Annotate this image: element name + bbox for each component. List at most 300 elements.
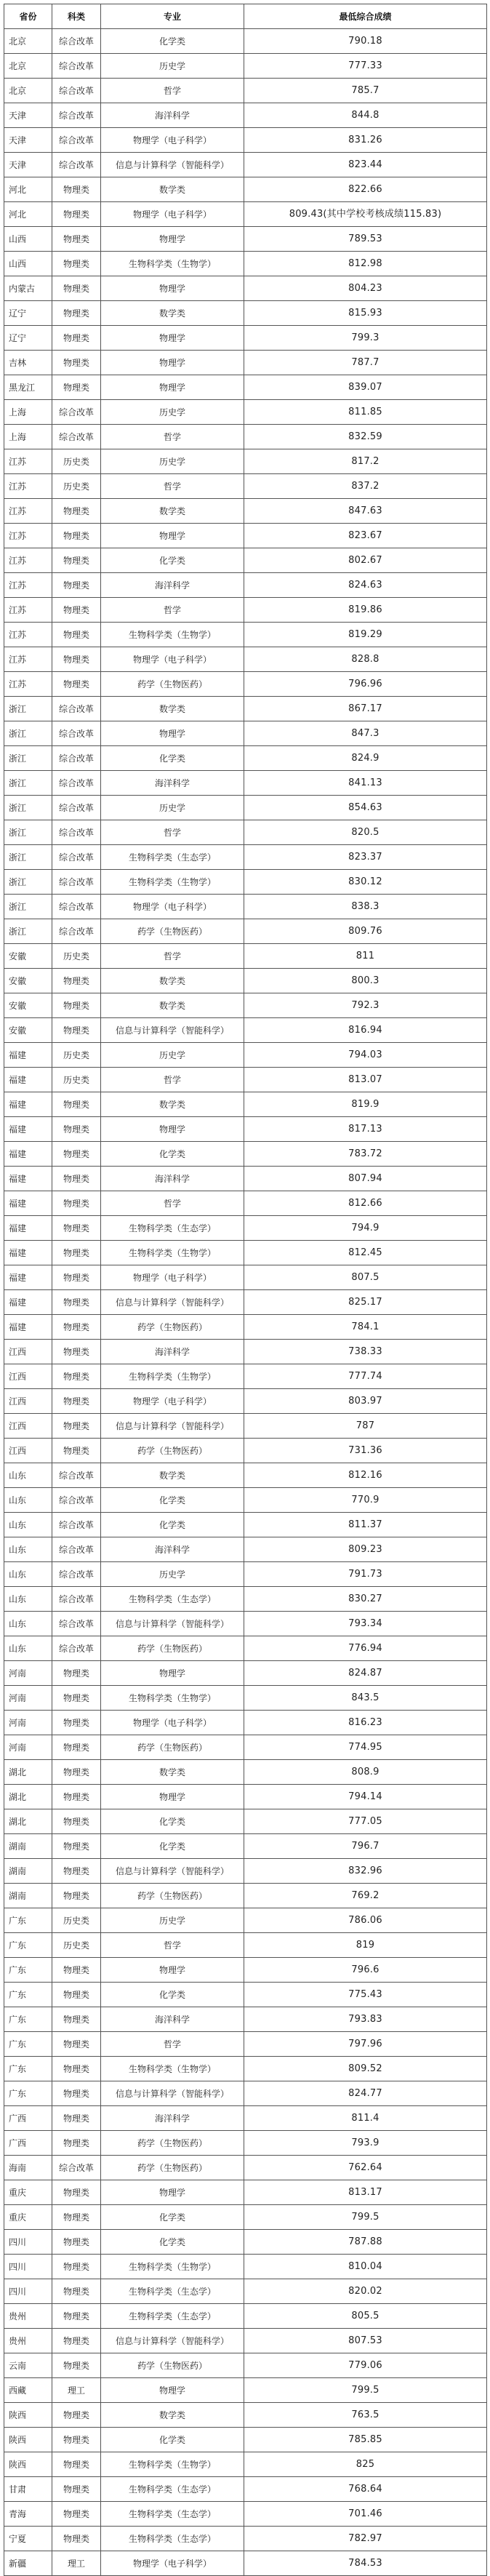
category-cell: 历史类 <box>52 1068 101 1092</box>
table-row <box>4 944 487 969</box>
table-row <box>4 1958 487 1983</box>
table-row <box>4 29 487 54</box>
score-cell: 820.5 <box>244 820 487 845</box>
table-row <box>4 2527 487 2551</box>
major-cell: 生物科学类（生物学） <box>101 2255 244 2279</box>
category-cell: 物理类 <box>52 1389 101 1414</box>
category-cell: 综合改革 <box>52 128 101 153</box>
province-cell: 黑龙江 <box>4 375 52 400</box>
table-row <box>4 1735 487 1760</box>
score-cell: 824.87 <box>244 1661 487 1686</box>
major-cell: 历史学 <box>101 400 244 425</box>
province-cell: 山西 <box>4 227 52 252</box>
major-cell: 生物科学类（生物学） <box>101 2057 244 2081</box>
score-cell: 786.06 <box>244 1908 487 1933</box>
province-cell: 重庆 <box>4 2205 52 2230</box>
province-cell: 河南 <box>4 1686 52 1711</box>
major-cell: 物理学 <box>101 276 244 301</box>
category-cell: 物理类 <box>52 227 101 252</box>
table-row <box>4 2180 487 2205</box>
major-cell: 物理学（电子科学） <box>101 2551 244 2576</box>
province-cell: 西藏 <box>4 2378 52 2403</box>
category-cell: 物理类 <box>52 993 101 1018</box>
score-cell: 797.96 <box>244 2032 487 2057</box>
score-cell: 831.26 <box>244 128 487 153</box>
table-row <box>4 2007 487 2032</box>
major-cell: 哲学 <box>101 2032 244 2057</box>
table-row <box>4 2156 487 2180</box>
province-cell: 江苏 <box>4 672 52 697</box>
category-cell: 历史类 <box>52 1908 101 1933</box>
category-cell: 物理类 <box>52 1958 101 1983</box>
category-cell: 物理类 <box>52 1142 101 1167</box>
score-cell: 731.36 <box>244 1439 487 1463</box>
major-cell: 生物科学类（生态学） <box>101 845 244 870</box>
table-row <box>4 1809 487 1834</box>
header-category: 科类 <box>52 4 101 29</box>
province-cell: 江苏 <box>4 548 52 573</box>
category-cell: 综合改革 <box>52 1612 101 1636</box>
score-cell: 812.16 <box>244 1463 487 1488</box>
score-cell: 776.94 <box>244 1636 487 1661</box>
score-cell: 819.9 <box>244 1092 487 1117</box>
table-row <box>4 2255 487 2279</box>
major-cell: 信息与计算科学（智能科学） <box>101 1859 244 1884</box>
table-row <box>4 474 487 499</box>
province-cell: 四川 <box>4 2279 52 2304</box>
major-cell: 物理学 <box>101 524 244 548</box>
category-cell: 物理类 <box>52 1167 101 1191</box>
table-header-row <box>4 4 487 29</box>
major-cell: 哲学 <box>101 474 244 499</box>
province-cell: 山东 <box>4 1537 52 1562</box>
table-row <box>4 2353 487 2378</box>
table-row <box>4 1463 487 1488</box>
major-cell: 数学类 <box>101 1463 244 1488</box>
score-cell: 847.63 <box>244 499 487 524</box>
category-cell: 综合改革 <box>52 870 101 895</box>
score-cell: 787 <box>244 1414 487 1439</box>
table-row <box>4 573 487 598</box>
province-cell: 浙江 <box>4 746 52 771</box>
province-cell: 广东 <box>4 2032 52 2057</box>
major-cell: 物理学（电子科学） <box>101 1389 244 1414</box>
table-row <box>4 1043 487 1068</box>
province-cell: 陕西 <box>4 2428 52 2452</box>
score-cell: 802.67 <box>244 548 487 573</box>
major-cell: 哲学 <box>101 944 244 969</box>
score-cell: 807.94 <box>244 1167 487 1191</box>
header-min-score: 最低综合成绩 <box>244 4 487 29</box>
major-cell: 信息与计算科学（智能科学） <box>101 1018 244 1043</box>
category-cell: 物理类 <box>52 1439 101 1463</box>
province-cell: 江西 <box>4 1340 52 1364</box>
major-cell: 生物科学类（生态学） <box>101 2502 244 2527</box>
header-province: 省份 <box>4 4 52 29</box>
province-cell: 湖北 <box>4 1785 52 1809</box>
province-cell: 新疆 <box>4 2551 52 2576</box>
category-cell: 物理类 <box>52 1711 101 1735</box>
table-row <box>4 301 487 326</box>
category-cell: 历史类 <box>52 449 101 474</box>
score-cell: 823.44 <box>244 153 487 177</box>
major-cell: 历史学 <box>101 449 244 474</box>
table-row <box>4 647 487 672</box>
score-cell: 867.17 <box>244 697 487 721</box>
category-cell: 物理类 <box>52 2452 101 2477</box>
score-cell: 787.7 <box>244 351 487 375</box>
score-cell: 738.33 <box>244 1340 487 1364</box>
score-cell: 768.64 <box>244 2477 487 2502</box>
score-cell: 809.43(其中学校考核成绩115.83) <box>244 202 487 227</box>
province-cell: 天津 <box>4 128 52 153</box>
table-row <box>4 1562 487 1587</box>
major-cell: 物理学 <box>101 1661 244 1686</box>
score-cell: 839.07 <box>244 375 487 400</box>
major-cell: 物理学 <box>101 2378 244 2403</box>
major-cell: 物理学（电子科学） <box>101 202 244 227</box>
score-cell: 782.97 <box>244 2527 487 2551</box>
category-cell: 理工 <box>52 2551 101 2576</box>
province-cell: 安徽 <box>4 1018 52 1043</box>
table-row <box>4 1785 487 1809</box>
major-cell: 化学类 <box>101 1983 244 2007</box>
score-cell: 810.04 <box>244 2255 487 2279</box>
score-cell: 824.77 <box>244 2081 487 2106</box>
score-cell: 844.8 <box>244 103 487 128</box>
category-cell: 物理类 <box>52 1191 101 1216</box>
major-cell: 生物科学类（生物学） <box>101 623 244 647</box>
score-cell: 854.63 <box>244 796 487 820</box>
province-cell: 山东 <box>4 1562 52 1587</box>
province-cell: 福建 <box>4 1092 52 1117</box>
score-cell: 824.9 <box>244 746 487 771</box>
table-row <box>4 548 487 573</box>
province-cell: 河南 <box>4 1711 52 1735</box>
table-row <box>4 1612 487 1636</box>
score-cell: 800.3 <box>244 969 487 993</box>
table-row <box>4 598 487 623</box>
table-row <box>4 1290 487 1315</box>
category-cell: 物理类 <box>52 2081 101 2106</box>
table-row <box>4 351 487 375</box>
table-row <box>4 697 487 721</box>
province-cell: 广东 <box>4 2007 52 2032</box>
major-cell: 历史学 <box>101 1908 244 1933</box>
category-cell: 历史类 <box>52 1043 101 1068</box>
category-cell: 物理类 <box>52 1983 101 2007</box>
major-cell: 海洋科学 <box>101 573 244 598</box>
province-cell: 安徽 <box>4 969 52 993</box>
table-row <box>4 1439 487 1463</box>
score-cell: 799.3 <box>244 326 487 351</box>
category-cell: 物理类 <box>52 969 101 993</box>
table-row <box>4 1389 487 1414</box>
major-cell: 数学类 <box>101 301 244 326</box>
table-row <box>4 2279 487 2304</box>
score-cell: 830.12 <box>244 870 487 895</box>
province-cell: 福建 <box>4 1265 52 1290</box>
score-cell: 822.66 <box>244 177 487 202</box>
category-cell: 物理类 <box>52 2032 101 2057</box>
score-cell: 811.85 <box>244 400 487 425</box>
major-cell: 海洋科学 <box>101 1167 244 1191</box>
category-cell: 物理类 <box>52 2007 101 2032</box>
table-row <box>4 2205 487 2230</box>
major-cell: 药学（生物医药） <box>101 1735 244 1760</box>
province-cell: 广东 <box>4 2081 52 2106</box>
table-row <box>4 820 487 845</box>
score-cell: 777.74 <box>244 1364 487 1389</box>
province-cell: 江苏 <box>4 623 52 647</box>
score-cell: 847.3 <box>244 721 487 746</box>
score-cell: 794.14 <box>244 1785 487 1809</box>
category-cell: 综合改革 <box>52 2156 101 2180</box>
table-row <box>4 54 487 79</box>
province-cell: 山东 <box>4 1463 52 1488</box>
category-cell: 理工 <box>52 2378 101 2403</box>
score-cell: 809.52 <box>244 2057 487 2081</box>
province-cell: 湖南 <box>4 1884 52 1908</box>
major-cell: 化学类 <box>101 1488 244 1513</box>
table-row <box>4 672 487 697</box>
major-cell: 生物科学类（生物学） <box>101 1241 244 1265</box>
score-cell: 823.37 <box>244 845 487 870</box>
category-cell: 综合改革 <box>52 1587 101 1612</box>
score-cell: 811.4 <box>244 2106 487 2131</box>
score-cell: 793.83 <box>244 2007 487 2032</box>
score-cell: 779.06 <box>244 2353 487 2378</box>
major-cell: 化学类 <box>101 2428 244 2452</box>
category-cell: 物理类 <box>52 672 101 697</box>
major-cell: 数学类 <box>101 499 244 524</box>
table-row <box>4 1661 487 1686</box>
table-row <box>4 2329 487 2353</box>
score-cell: 811 <box>244 944 487 969</box>
category-cell: 物理类 <box>52 2502 101 2527</box>
table-row <box>4 1983 487 2007</box>
major-cell: 化学类 <box>101 29 244 54</box>
province-cell: 江苏 <box>4 474 52 499</box>
province-cell: 青海 <box>4 2502 52 2527</box>
category-cell: 综合改革 <box>52 746 101 771</box>
province-cell: 浙江 <box>4 796 52 820</box>
major-cell: 生物科学类（生物学） <box>101 2452 244 2477</box>
major-cell: 数学类 <box>101 993 244 1018</box>
major-cell: 药学（生物医药） <box>101 2156 244 2180</box>
category-cell: 综合改革 <box>52 721 101 746</box>
score-cell: 775.43 <box>244 1983 487 2007</box>
table-row <box>4 1265 487 1290</box>
table-row <box>4 1241 487 1265</box>
table-row <box>4 895 487 919</box>
major-cell: 生物科学类（生态学） <box>101 2304 244 2329</box>
major-cell: 历史学 <box>101 1562 244 1587</box>
province-cell: 广东 <box>4 1983 52 2007</box>
major-cell: 物理学（电子科学） <box>101 128 244 153</box>
category-cell: 物理类 <box>52 2180 101 2205</box>
major-cell: 化学类 <box>101 2205 244 2230</box>
province-cell: 贵州 <box>4 2329 52 2353</box>
province-cell: 上海 <box>4 400 52 425</box>
major-cell: 物理学（电子科学） <box>101 895 244 919</box>
major-cell: 海洋科学 <box>101 1537 244 1562</box>
category-cell: 物理类 <box>52 1686 101 1711</box>
table-row <box>4 1488 487 1513</box>
province-cell: 陕西 <box>4 2403 52 2428</box>
category-cell: 物理类 <box>52 1265 101 1290</box>
table-row <box>4 375 487 400</box>
table-row <box>4 1068 487 1092</box>
major-cell: 历史学 <box>101 1043 244 1068</box>
score-cell: 838.3 <box>244 895 487 919</box>
category-cell: 物理类 <box>52 524 101 548</box>
province-cell: 吉林 <box>4 351 52 375</box>
province-cell: 天津 <box>4 103 52 128</box>
province-cell: 北京 <box>4 54 52 79</box>
major-cell: 哲学 <box>101 425 244 449</box>
province-cell: 山东 <box>4 1612 52 1636</box>
category-cell: 物理类 <box>52 2106 101 2131</box>
category-cell: 物理类 <box>52 573 101 598</box>
category-cell: 物理类 <box>52 2477 101 2502</box>
score-cell: 793.34 <box>244 1612 487 1636</box>
score-cell: 794.9 <box>244 1216 487 1241</box>
major-cell: 信息与计算科学（智能科学） <box>101 1414 244 1439</box>
province-cell: 福建 <box>4 1241 52 1265</box>
score-cell: 820.02 <box>244 2279 487 2304</box>
major-cell: 哲学 <box>101 1191 244 1216</box>
major-cell: 物理学 <box>101 1958 244 1983</box>
category-cell: 物理类 <box>52 2230 101 2255</box>
category-cell: 历史类 <box>52 474 101 499</box>
major-cell: 信息与计算科学（智能科学） <box>101 1290 244 1315</box>
major-cell: 化学类 <box>101 1809 244 1834</box>
category-cell: 物理类 <box>52 1760 101 1785</box>
table-row <box>4 449 487 474</box>
table-row <box>4 919 487 944</box>
province-cell: 湖北 <box>4 1809 52 1834</box>
major-cell: 哲学 <box>101 598 244 623</box>
table-row <box>4 177 487 202</box>
province-cell: 四川 <box>4 2255 52 2279</box>
score-cell: 796.6 <box>244 1958 487 1983</box>
major-cell: 药学（生物医药） <box>101 1884 244 1908</box>
table-row <box>4 1142 487 1167</box>
province-cell: 江西 <box>4 1364 52 1389</box>
score-cell: 799.5 <box>244 2378 487 2403</box>
province-cell: 河南 <box>4 1661 52 1686</box>
major-cell: 生物科学类（生态学） <box>101 2527 244 2551</box>
province-cell: 云南 <box>4 2353 52 2378</box>
score-cell: 770.9 <box>244 1488 487 1513</box>
score-cell: 812.98 <box>244 252 487 276</box>
province-cell: 陕西 <box>4 2452 52 2477</box>
category-cell: 综合改革 <box>52 1513 101 1537</box>
major-cell: 药学（生物医药） <box>101 672 244 697</box>
category-cell: 物理类 <box>52 2255 101 2279</box>
score-cell: 809.23 <box>244 1537 487 1562</box>
major-cell: 数学类 <box>101 1760 244 1785</box>
province-cell: 山东 <box>4 1513 52 1537</box>
category-cell: 物理类 <box>52 1834 101 1859</box>
province-cell: 四川 <box>4 2230 52 2255</box>
province-cell: 贵州 <box>4 2304 52 2329</box>
score-cell: 792.3 <box>244 993 487 1018</box>
category-cell: 综合改革 <box>52 895 101 919</box>
category-cell: 综合改革 <box>52 54 101 79</box>
category-cell: 综合改革 <box>52 820 101 845</box>
category-cell: 综合改革 <box>52 771 101 796</box>
score-cell: 799.5 <box>244 2205 487 2230</box>
score-cell: 817.13 <box>244 1117 487 1142</box>
province-cell: 山东 <box>4 1488 52 1513</box>
major-cell: 药学（生物医药） <box>101 2131 244 2156</box>
category-cell: 物理类 <box>52 1092 101 1117</box>
score-cell: 793.9 <box>244 2131 487 2156</box>
category-cell: 物理类 <box>52 351 101 375</box>
province-cell: 浙江 <box>4 895 52 919</box>
province-cell: 广东 <box>4 1933 52 1958</box>
category-cell: 物理类 <box>52 375 101 400</box>
major-cell: 历史学 <box>101 796 244 820</box>
province-cell: 广西 <box>4 2106 52 2131</box>
category-cell: 综合改革 <box>52 29 101 54</box>
category-cell: 物理类 <box>52 2131 101 2156</box>
table-row <box>4 499 487 524</box>
score-cell: 837.2 <box>244 474 487 499</box>
province-cell: 安徽 <box>4 993 52 1018</box>
province-cell: 江西 <box>4 1389 52 1414</box>
province-cell: 江苏 <box>4 598 52 623</box>
category-cell: 物理类 <box>52 548 101 573</box>
province-cell: 山东 <box>4 1587 52 1612</box>
score-cell: 819.86 <box>244 598 487 623</box>
category-cell: 物理类 <box>52 1414 101 1439</box>
table-row <box>4 1117 487 1142</box>
major-cell: 信息与计算科学（智能科学） <box>101 153 244 177</box>
table-row <box>4 1340 487 1364</box>
table-row <box>4 252 487 276</box>
major-cell: 药学（生物医药） <box>101 1439 244 1463</box>
major-cell: 哲学 <box>101 1933 244 1958</box>
category-cell: 综合改革 <box>52 796 101 820</box>
score-cell: 809.76 <box>244 919 487 944</box>
table-row <box>4 2551 487 2576</box>
major-cell: 物理学（电子科学） <box>101 1711 244 1735</box>
score-cell: 762.64 <box>244 2156 487 2180</box>
category-cell: 物理类 <box>52 2057 101 2081</box>
major-cell: 海洋科学 <box>101 771 244 796</box>
province-cell: 福建 <box>4 1290 52 1315</box>
category-cell: 物理类 <box>52 598 101 623</box>
table-row <box>4 1711 487 1735</box>
category-cell: 综合改革 <box>52 1562 101 1587</box>
province-cell: 山东 <box>4 1636 52 1661</box>
table-row <box>4 1537 487 1562</box>
table-row <box>4 128 487 153</box>
table-row <box>4 2304 487 2329</box>
table-row <box>4 2131 487 2156</box>
table-row <box>4 1636 487 1661</box>
province-cell: 江苏 <box>4 647 52 672</box>
major-cell: 历史学 <box>101 54 244 79</box>
category-cell: 物理类 <box>52 177 101 202</box>
score-cell: 811.37 <box>244 1513 487 1537</box>
score-cell: 843.5 <box>244 1686 487 1711</box>
major-cell: 化学类 <box>101 746 244 771</box>
category-cell: 物理类 <box>52 326 101 351</box>
